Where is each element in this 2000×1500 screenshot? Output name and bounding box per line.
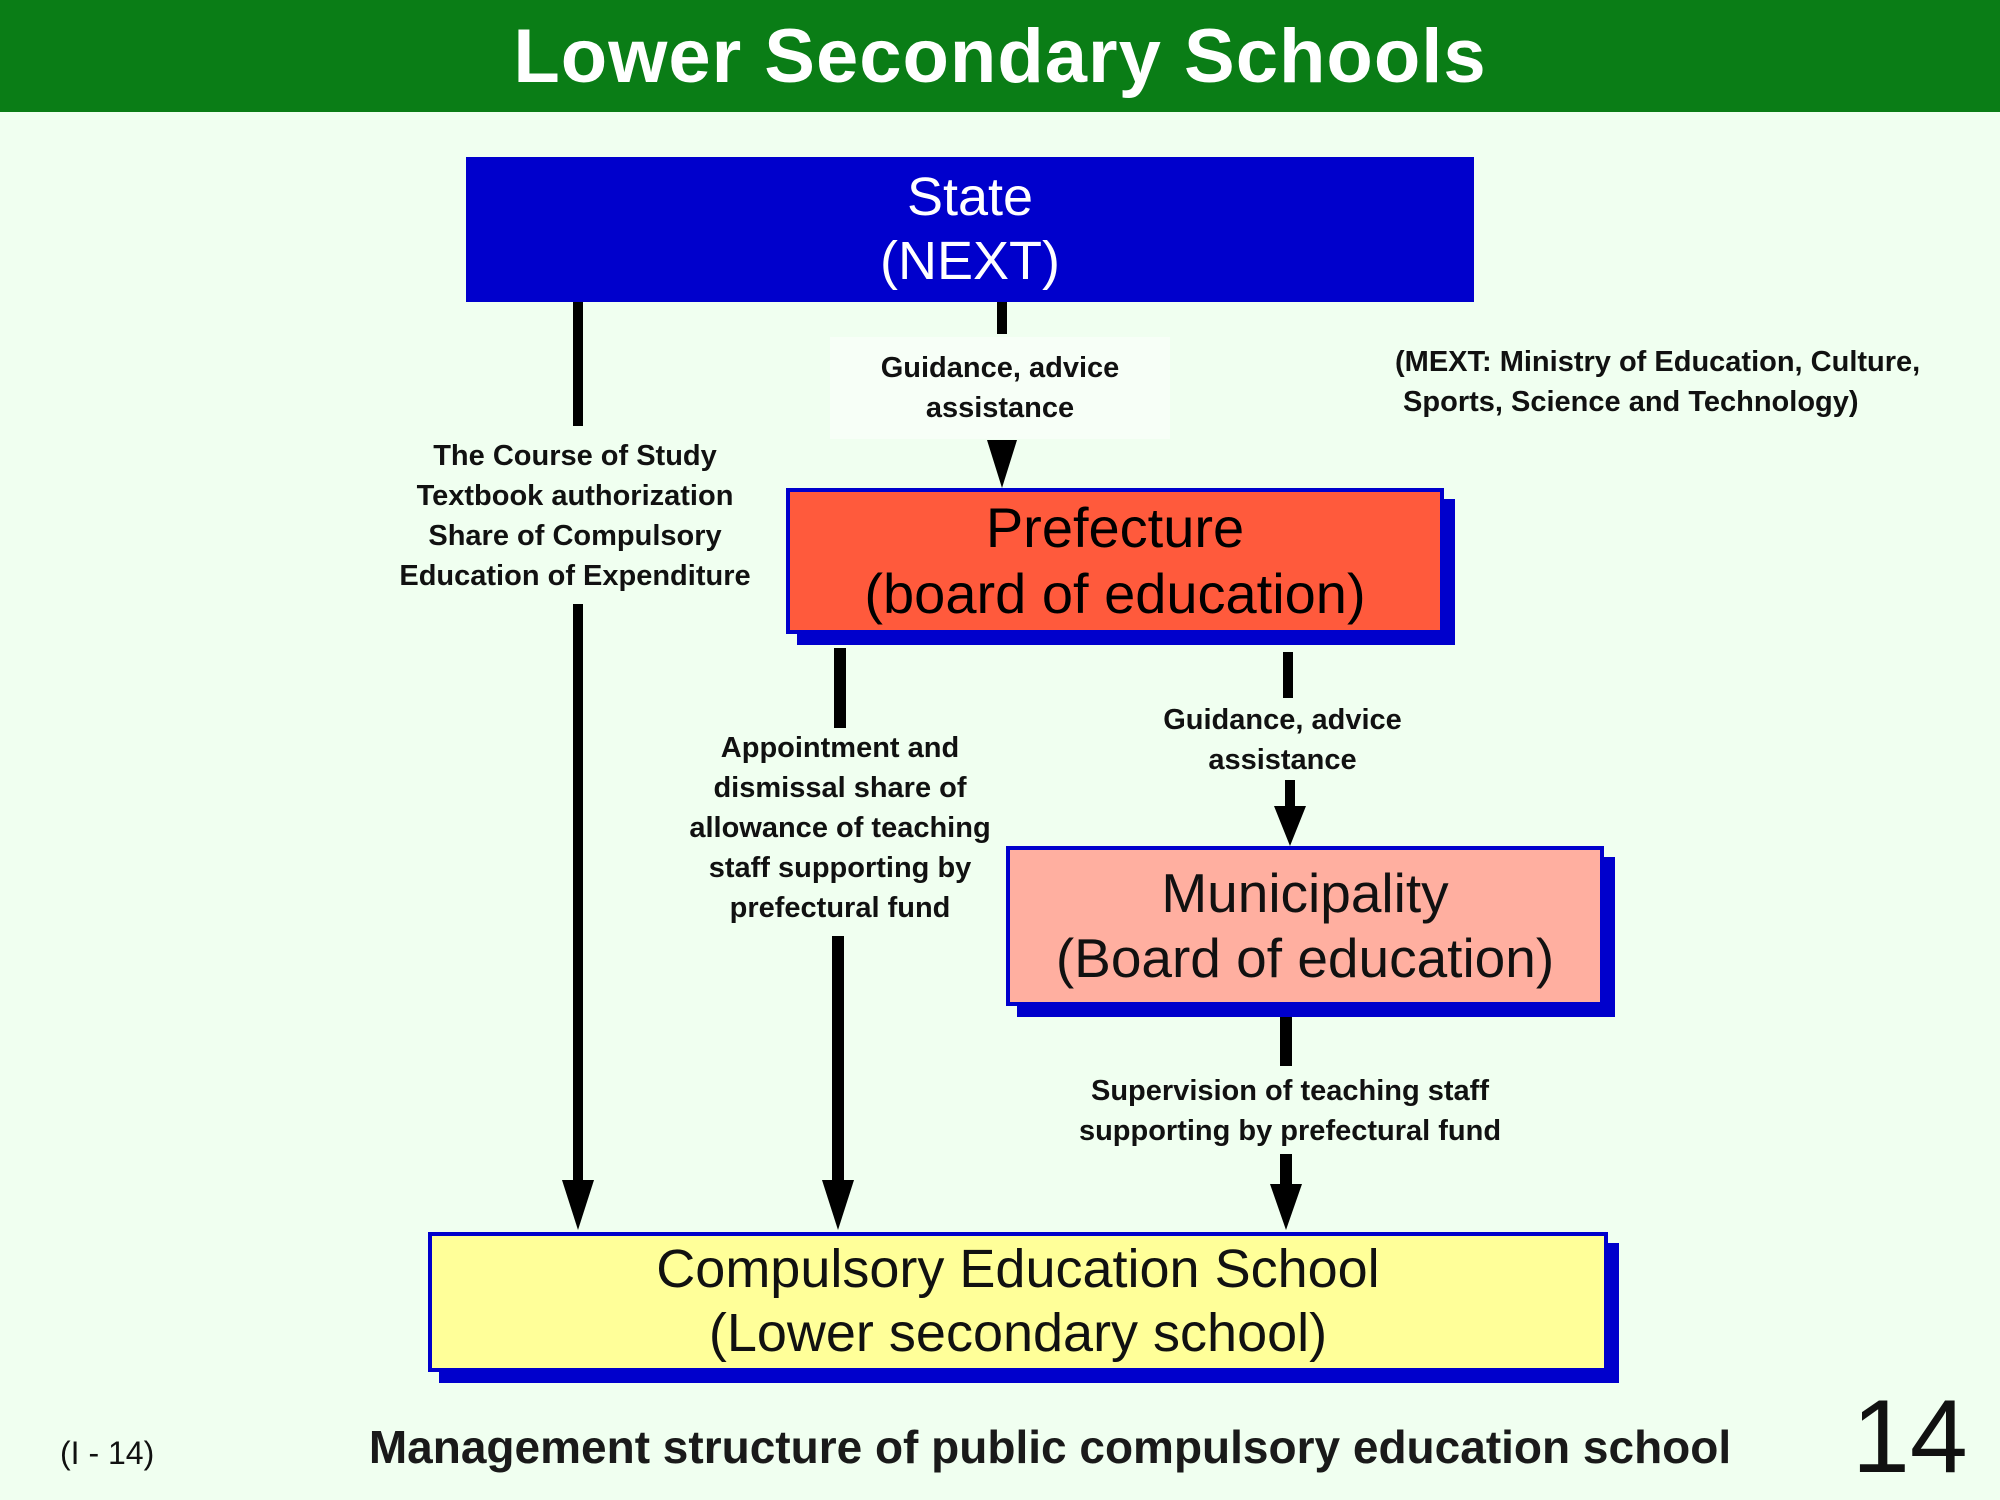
edge-label-line: assistance — [925, 392, 1075, 424]
page-number: 14 — [1852, 1379, 1968, 1495]
edge-label-line: dismissal share of — [713, 772, 967, 804]
edge-label-municipality-to-school — [1040, 1071, 1540, 1151]
edge-label-line: assistance — [1208, 744, 1357, 776]
node-school-name: Compulsory Education School — [656, 1239, 1380, 1300]
note-line: (MEXT: Ministry of Education, Culture, — [1395, 346, 1921, 378]
node-prefecture-sub: (board of education) — [864, 562, 1366, 625]
node-state-sub: (NEXT) — [880, 230, 1060, 291]
edge-label-line: Guidance, advice — [1163, 704, 1402, 736]
node-municipality-name: Municipality — [1161, 862, 1449, 925]
edge-label-line: Appointment and — [720, 732, 960, 764]
node-municipality-sub: (Board of education) — [1055, 927, 1555, 989]
node-school-sub: (Lower secondary school) — [708, 1303, 1328, 1363]
node-state-name: State — [906, 166, 1034, 227]
page-title: Lower Secondary Schools — [513, 13, 1487, 99]
node-prefecture-name: Prefecture — [985, 495, 1245, 559]
diagram-caption: Management structure of public compulsory education school — [368, 1421, 1732, 1473]
node-state — [466, 157, 1474, 302]
edge-label-prefecture-to-school — [665, 728, 1015, 928]
slide-code: (I - 14) — [60, 1435, 155, 1471]
edge-label-line: The Course of Study — [433, 440, 717, 472]
note-line: Sports, Science and Technology) — [1395, 386, 1859, 418]
edge-label-line: Share of Compulsory — [428, 520, 722, 552]
edge-label-state-to-prefecture — [830, 337, 1170, 439]
edge-label-line: prefectural fund — [729, 892, 951, 924]
edge-label-line: Supervision of teaching staff — [1091, 1075, 1489, 1107]
node-school — [428, 1232, 1608, 1372]
edge-label-line: staff supporting by — [708, 852, 972, 884]
edge-label-line: allowance of teaching — [689, 812, 991, 844]
edge-label-prefecture-to-municipality — [1110, 700, 1455, 780]
edge-label-line: Textbook authorization — [416, 480, 734, 512]
mext-note — [1395, 342, 1955, 422]
edge-label-line: Guidance, advice — [880, 352, 1120, 384]
edge-label-line: Education of Expenditure — [399, 560, 751, 592]
node-prefecture — [786, 488, 1444, 634]
node-municipality — [1006, 846, 1604, 1006]
edge-label-line: supporting by prefectural fund — [1078, 1115, 1502, 1147]
edge-label-state-to-school — [380, 436, 770, 596]
